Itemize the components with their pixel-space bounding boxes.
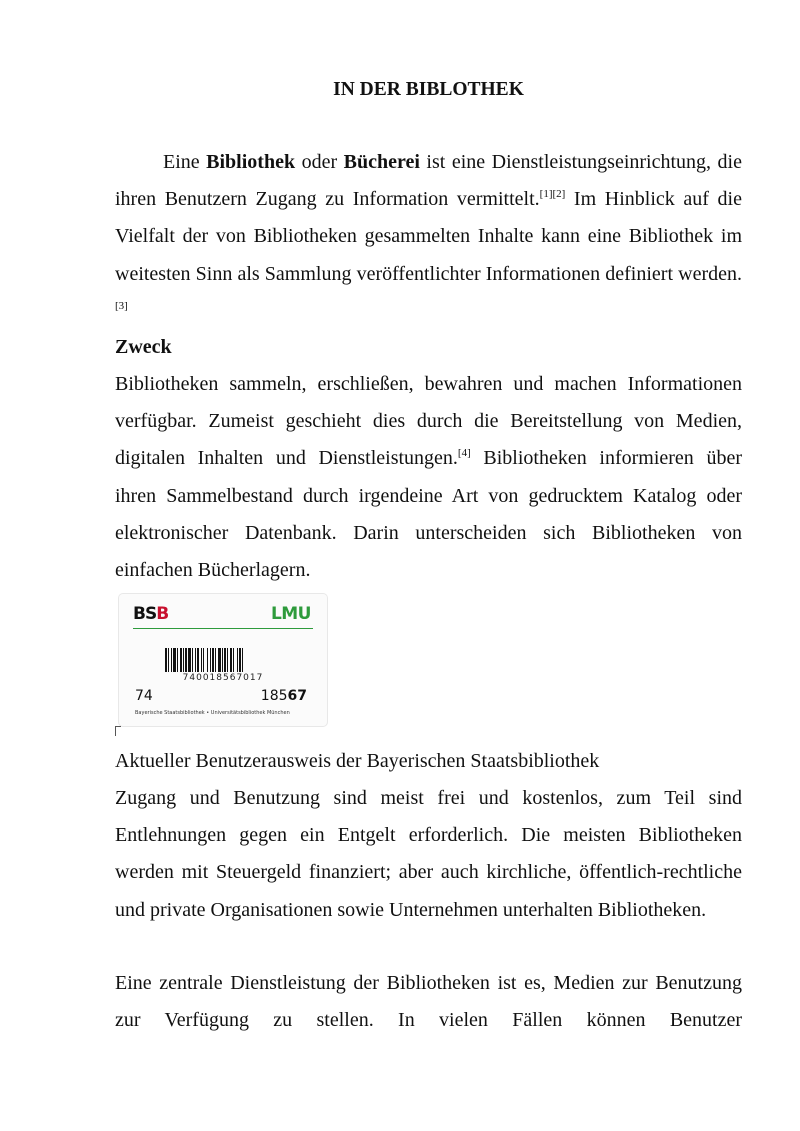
card-number-right-a: 185 (260, 688, 288, 704)
zweck-paragraph (115, 366, 742, 589)
zweck-text-2: Bibliotheken informieren über ihren Sammelbestand durch irgendeine Art von gedrucktem Katalog oder elektronischer Datenbank. Darin unterscheiden sich Bibliotheken von einfachen Bücherlagern. (115, 447, 742, 582)
barcode-bar (203, 648, 204, 672)
barcode-bar (192, 648, 193, 672)
barcode-bar (233, 648, 234, 672)
bsb-logo-text: BS (133, 604, 157, 624)
barcode-bar (171, 648, 172, 672)
intro-text-4: Im Hinblick auf die Vielfalt der von Bibliotheken gesammelten Inhalte kann eine Bibliothek im weitesten Sinn als Sammlung veröffentlichter Informationen definiert werden. (115, 188, 742, 285)
barcode-bar (183, 648, 184, 672)
bsb-logo-accent: B (156, 604, 169, 624)
footnote-ref[interactable]: [3] (115, 299, 128, 312)
barcode-bar (197, 648, 199, 672)
term-bibliothek: Bibliothek (206, 151, 296, 173)
barcode-bar (222, 648, 223, 672)
access-paragraph: Zugang und Benutzung sind meist frei und kostenlos, zum Teil sind Entlehnungen gegen ein Entgelt erforderlich. Die meisten Bibliotheken werden mit Steuergeld finanziert; aber auch kirchliche, öffentlich-rechtliche und private Organisationen sowie Unternehmen unterhalten Bibliotheken. (115, 787, 742, 921)
barcode-bar (180, 648, 182, 672)
barcode-bar (212, 648, 214, 672)
term-buecherei: Bücherei (343, 151, 420, 173)
card-number-left: 74 (135, 688, 153, 704)
intro-text-2: oder (295, 151, 344, 173)
section-heading-zweck: Zweck (115, 336, 172, 358)
library-card (119, 594, 327, 726)
barcode-bar (177, 648, 178, 672)
intro-text-3: ist eine Dienstleistungseinrichtung, die ihren Benutzern Zugang zu Information vermittelt. (115, 151, 742, 211)
footnote-ref[interactable]: [1][2] (539, 188, 566, 201)
barcode-bar (242, 648, 243, 672)
barcode-bar (224, 648, 226, 672)
document-title: IN DER BIBLOTHEK (333, 79, 524, 100)
barcode-bar (165, 648, 167, 672)
barcode-bar (173, 648, 176, 672)
card-footer: Bayerische Staatsbibliothek • Universitätsbibliothek München (135, 710, 290, 716)
barcode-bar (185, 648, 187, 672)
barcode-bar (210, 648, 211, 672)
service-paragraph: Eine zentrale Dienstleistung der Bibliotheken ist es, Medien zur Benutzung zur Verfügung zu stellen. In vielen Fällen können Benutzer (115, 972, 742, 1032)
card-number-right-b: 67 (287, 688, 307, 704)
image-caption: Aktueller Benutzerausweis der Bayerischen Staatsbibliothek (115, 750, 600, 772)
image-corner-mark (115, 726, 121, 727)
barcode-bar (201, 648, 202, 672)
barcode-bar (168, 648, 169, 672)
barcode-bar (195, 648, 196, 672)
barcode-bar (207, 648, 208, 672)
barcode-bar (237, 648, 238, 672)
barcode-bar (230, 648, 232, 672)
barcode-bar (227, 648, 228, 672)
barcode-bar (188, 648, 191, 672)
card-divider (133, 628, 313, 629)
barcode-number: 740018567017 (182, 673, 264, 683)
barcode-bar (215, 648, 216, 672)
intro-text-1: Eine (163, 151, 207, 173)
card-number-right (261, 688, 307, 704)
image-corner-mark (115, 726, 116, 736)
zweck-text-1: Bibliotheken sammeln, erschließen, bewahren und machen Informationen verfügbar. Zumeist geschieht dies durch die Bereitstellung von Medien, digitalen Inhalten und Dienstleistungen. (115, 373, 742, 470)
library-card-image (115, 590, 329, 730)
footnote-ref[interactable]: [4] (457, 447, 471, 460)
barcode-graphic (165, 648, 281, 672)
intro-paragraph (115, 144, 742, 330)
barcode-bar (239, 648, 241, 672)
lmu-logo: LMU (270, 604, 311, 624)
bsb-logo (133, 604, 168, 624)
barcode-bar (218, 648, 221, 672)
